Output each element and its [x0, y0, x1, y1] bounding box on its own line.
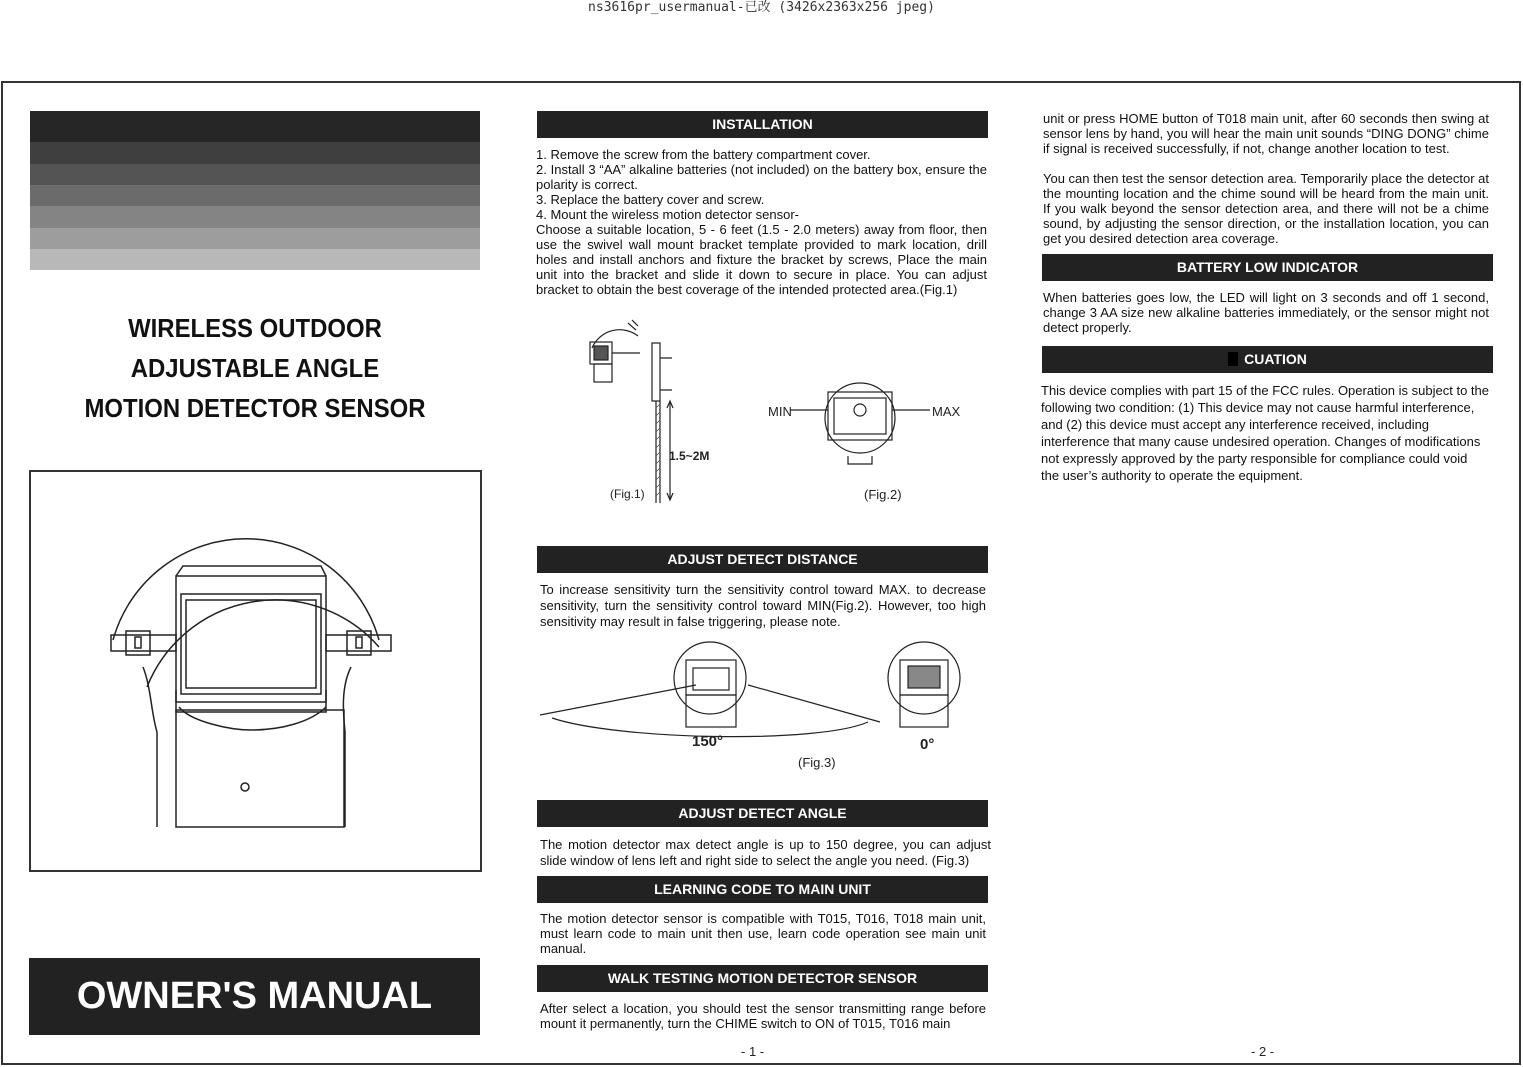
battery-low-text: When batteries goes low, the LED will light on 3 seconds and off 1 second, change 3 AA size new alkaline batteries immediately, or the sensor might not detect properly.	[1043, 290, 1489, 335]
walk-test-header: WALK TESTING MOTION DETECTOR SENSOR	[537, 965, 988, 992]
distance-header: ADJUST DETECT DISTANCE	[537, 546, 988, 573]
installation-location-text: Choose a suitable location, 5 - 6 feet (1.5 - 2.0 meters) away from floor, then use the swivel wall mount bracket template provided to mark location, drill holes and install anchors and fixture the bracket by screws, Place the main unit into the bracket and slide it down to secure in place. You can adjust bracket to obtain the best coverage of the intended protected area.(Fig.1)	[536, 222, 987, 297]
fig2-min-label: MIN	[768, 404, 792, 419]
walk-test-text: After select a location, you should test the sensor transmitting range before mount it permanently, turn the CHIME switch to ON of T015, T016 main	[540, 1001, 986, 1031]
fig3-wide-angle-label: 150°	[692, 733, 724, 750]
band-3	[30, 164, 480, 185]
battery-low-header: BATTERY LOW INDICATOR	[1042, 254, 1493, 281]
caution-marker	[1228, 352, 1238, 366]
fig2-max-label: MAX	[932, 404, 961, 419]
fig1-height-label: 1.5~2M	[669, 449, 710, 463]
page-number-1: - 1 -	[741, 1044, 765, 1059]
fcc-caution-text: This device complies with part 15 of the FCC rules. Operation is subject to the following two condition: (1) This device may not cause harmful interference, and (2) this device must accept any interference received, including interference that many cause undesired operation. Changes of modifications not expressly approved by the party responsible for compliance could void the user’s authority to operate the equipment.	[1041, 383, 1489, 483]
detection-area-test-text: You can then test the sensor detection area. Temporarily place the detector at the mounting location and the chime sound will be heard from the main unit. If you walk beyond the sensor detection area, and there will not be a chime sound, by adjusting the sensor direction, or the installation location, you can get you desired detection area coverage.	[1043, 171, 1489, 246]
distance-text: To increase sensitivity turn the sensitivity control toward MAX. to decrease sensitivity, turn the sensitivity control toward MIN(Fig.2). However, too high sensitivity may result in false triggering, please note.	[540, 582, 986, 629]
installation-step-2: 2. Install 3 “AA” alkaline batteries (not included) on the battery box, ensure the polarity is correct.	[536, 162, 987, 192]
fig1-wall-mount-diagram	[580, 318, 690, 508]
angle-text: The motion detector max detect angle is up to 150 degree, you can adjust slide window of lens left and right side to select the angle you need. (Fig.3)	[540, 837, 991, 868]
band-2	[30, 142, 480, 164]
product-illustration-frame	[29, 470, 482, 872]
title-line-1: WIRELESS OUTDOOR	[128, 313, 382, 343]
walk-test-continued-text: unit or press HOME button of T018 main unit, after 60 seconds then swing at sensor lens by hand, you will hear the main unit sounds “DING DONG” chime if signal is received successfully, if not, change another location to test.	[1043, 111, 1489, 156]
fig3-narrow-angle-label: 0°	[920, 736, 935, 753]
fig2-sensitivity-dial-diagram	[790, 370, 930, 470]
fig3-detection-angle-diagram	[538, 640, 978, 750]
caution-header	[1042, 346, 1493, 373]
fig1-caption: (Fig.1)	[610, 487, 645, 501]
band-7	[30, 249, 480, 270]
caution-header-label: CUATION	[1244, 351, 1307, 367]
band-1	[30, 111, 480, 142]
fig3-caption: (Fig.3)	[798, 755, 836, 770]
angle-header: ADJUST DETECT ANGLE	[537, 800, 988, 827]
window-title: ns3616pr_usermanual-已改 (3426x2363x256 jpeg)	[588, 0, 935, 15]
sensor-front-illustration	[31, 472, 480, 870]
band-4	[30, 185, 480, 206]
learning-text: The motion detector sensor is compatible with T015, T016, T018 main unit, must learn code to main unit then use, learn code operation see main unit manual.	[540, 911, 986, 956]
product-title	[48, 308, 462, 428]
title-line-3: MOTION DETECTOR SENSOR	[84, 393, 426, 423]
installation-header: INSTALLATION	[537, 111, 988, 138]
installation-step-3: 3. Replace the battery cover and screw.	[536, 192, 765, 207]
band-6	[30, 228, 480, 249]
page-number-2: - 2 -	[1251, 1044, 1275, 1059]
title-line-2: ADJUSTABLE ANGLE	[130, 353, 380, 383]
learning-header: LEARNING CODE TO MAIN UNIT	[537, 876, 988, 903]
installation-step-4: 4. Mount the wireless motion detector sensor-	[536, 207, 800, 222]
band-5	[30, 206, 480, 228]
installation-step-1: 1. Remove the screw from the battery compartment cover.	[536, 147, 871, 162]
owners-manual-banner: OWNER'S MANUAL	[29, 958, 480, 1035]
installation-text	[536, 147, 987, 297]
fig2-caption: (Fig.2)	[864, 487, 902, 502]
